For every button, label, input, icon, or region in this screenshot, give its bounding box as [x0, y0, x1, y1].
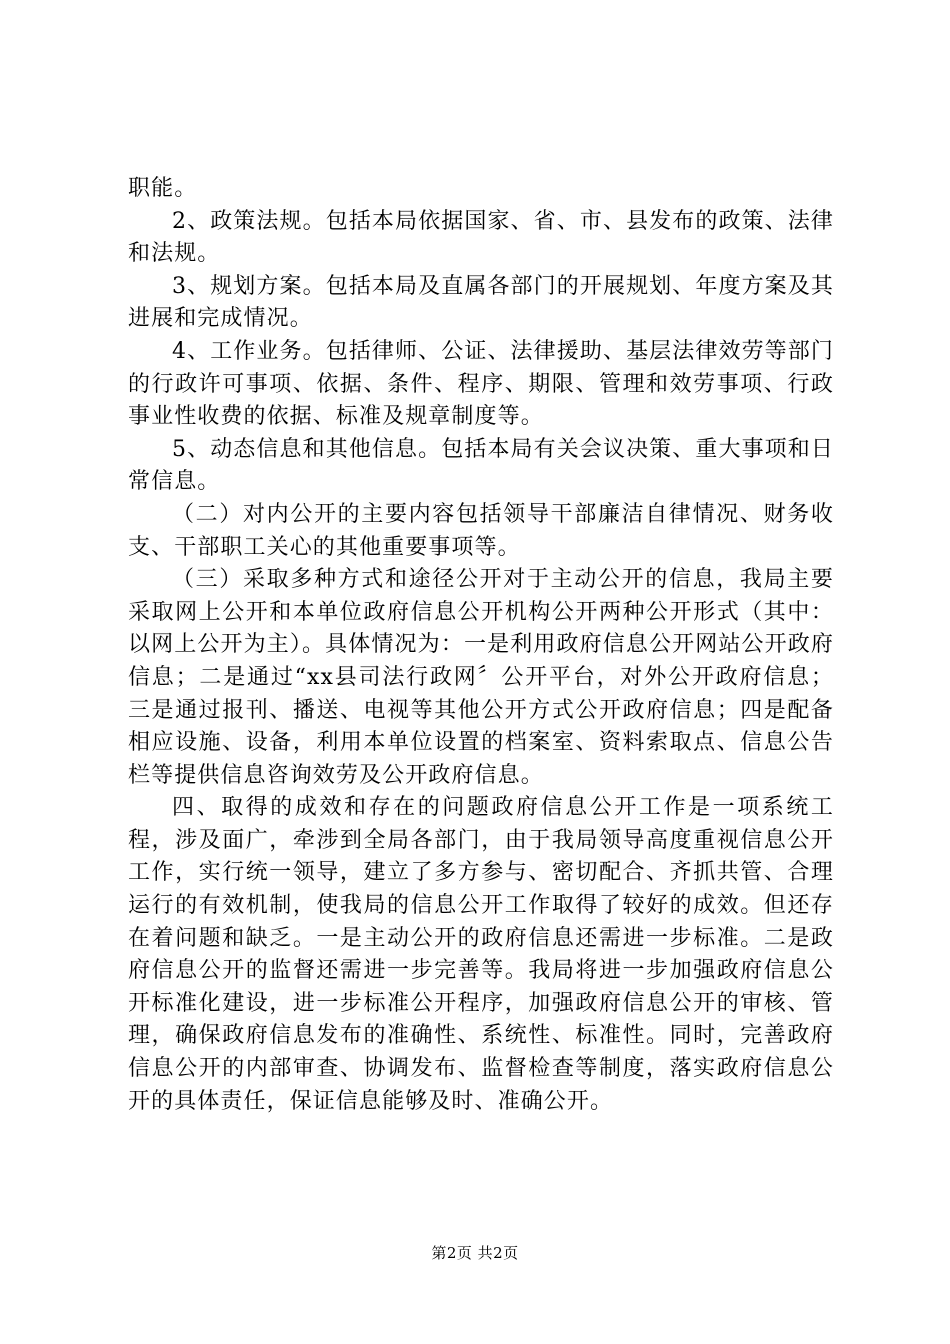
paragraph-policies: 2、政策法规。包括本局依据国家、省、市、县发布的政策、法律和法规。 [128, 208, 834, 267]
page-footer: 第2页 共2页 [431, 1244, 519, 1262]
paragraph-results-issues: 四、取得的成效和存在的问题政府信息公开工作是一项系统工程，涉及面广，牵涉到全局各部门，由于我局领导高度重视信息公开工作，实行统一领导，建立了多方参与、密切配合、齐抓共管、合理运行的有效机制，使我局的信息公开工作取得了较好的成效。但还存在着问题和缺乏。一是主动公开的政府信息还需进一步标准。二是政府信息公开的监督还需进一步完善等。我局将进一步加强政府信息公开标准化建设，进一步标准公开程序，加强政府信息公开的审核、管理，确保政府信息发布的准确性、系统性、标准性。同时，完善政府信息公开的内部审查、协调发布、监督检查等制度，落实政府信息公开的具体责任，保证信息能够及时、准确公开。 [128, 795, 834, 1114]
paragraph-work-business: 4、工作业务。包括律师、公证、法律援助、基层法律效劳等部门的行政许可事项、依据、条件、程序、期限、管理和效劳事项、行政事业性收费的依据、标准及规章制度等。 [128, 338, 834, 430]
document-body [128, 173, 834, 1118]
paragraph-internal-disclosure: （二）对内公开的主要内容包括领导干部廉洁自律情况、财务收支、干部职工关心的其他重要事项等。 [128, 501, 834, 560]
paragraph-dynamic-info: 5、动态信息和其他信息。包括本局有关会议决策、重大事项和日常信息。 [128, 436, 834, 495]
paragraph-plans: 3、规划方案。包括本局及直属各部门的开展规划、年度方案及其进展和完成情况。 [128, 273, 834, 332]
paragraph-disclosure-methods: （三）采取多种方式和途径公开对于主动公开的信息，我局主要采取网上公开和本单位政府信息公开机构公开两种公开形式（其中：以网上公开为主）。具体情况为：一是利用政府信息公开网站公开政府信息；二是通过“xx县司法行政网〞公开平台，对外公开政府信息；三是通过报刊、播送、电视等其他公开方式公开政府信息；四是配备相应设施、设备，利用本单位设置的档案室、资料索取点、信息公告栏等提供信息咨询效劳及公开政府信息。 [128, 567, 834, 788]
paragraph-continuation: 职能。 [128, 176, 198, 201]
